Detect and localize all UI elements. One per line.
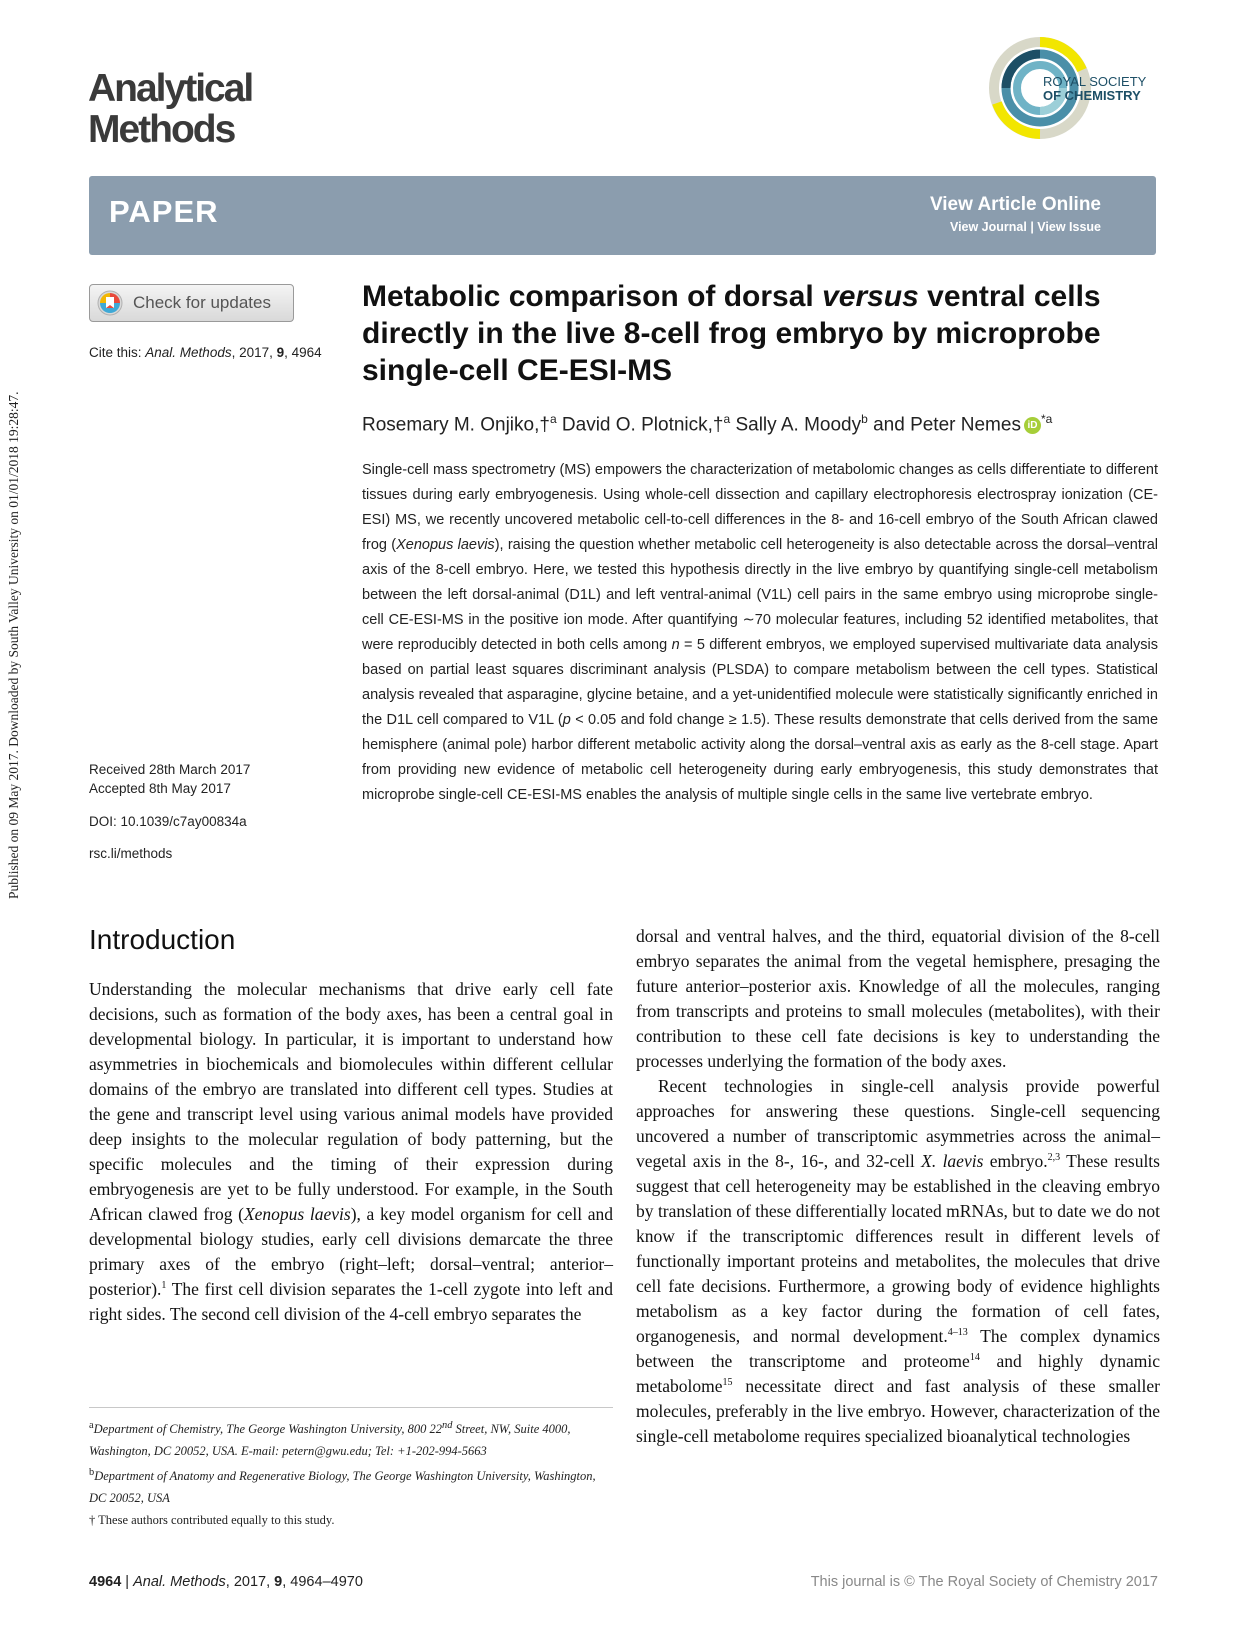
- citation-ref[interactable]: 14: [969, 1352, 980, 1364]
- intro-c2-part-e: and highly dynamic metabolome: [636, 1351, 1160, 1396]
- author-3: Sally A. Moody: [730, 414, 862, 436]
- footer-journal: Anal. Methods: [133, 1574, 226, 1590]
- intro-c1-part-c: The first cell division separates the 1-cell zygote into left and right sides. The second cell division of the 4-cell embryo separates the: [89, 1279, 613, 1324]
- article-title-part2: ventral cells directly in the live 8-cell frog embryo by microprobe single-cell CE-ESI-MS: [362, 280, 1101, 387]
- footnotes: [89, 1415, 613, 1531]
- intro-c1-part-b: ), a key model organism for cell and developmental biology studies, early cell divisions demarcate the three primary axes of the embryo (right–left; dorsal–ventral; anterior–posterior).: [89, 1204, 613, 1299]
- page-footer-citation: [89, 1574, 363, 1590]
- author-2-affil: a: [723, 412, 731, 426]
- journal-title: [88, 68, 252, 150]
- abstract-part1: Single-cell mass spectrometry (MS) empowers the characterization of metabolomic changes as cells differentiate to different tissues during early embryogenesis. Using whole-cell dissection and capillary electrophoresis electrospray ionization (CE-ESI) MS, we recently uncovered metabolic cell-to-cell differences in the 8- and 16-cell embryo of the South African clawed frog (: [362, 462, 1158, 553]
- author-list: [362, 412, 1162, 436]
- intro-paragraph-1: [89, 977, 613, 1327]
- footnote-affiliation-b: [89, 1462, 613, 1509]
- intro-c2-part-a: Recent technologies in single-cell analysis provide powerful approaches for answering these questions. Single-cell sequencing uncovered a number of transcriptomic asymmetries across the animal–vegetal axis in the 8-, 16-, and 32-cell: [636, 1076, 1160, 1171]
- author-1-affil: a: [549, 412, 557, 426]
- page-footer-copyright: This journal is © The Royal Society of Chemistry 2017: [810, 1574, 1158, 1590]
- doi[interactable]: DOI: 10.1039/c7ay00834a: [89, 814, 247, 829]
- view-issue-link[interactable]: View Issue: [1037, 220, 1101, 234]
- view-journal-link[interactable]: View Journal: [949, 220, 1027, 234]
- cite-prefix: Cite this:: [89, 345, 146, 360]
- rsc-logo-line2: OF CHEMISTRY: [1043, 88, 1141, 103]
- footnote-affiliation-a: [89, 1415, 613, 1462]
- abstract: [362, 458, 1158, 808]
- citation-ref[interactable]: 15: [722, 1377, 733, 1389]
- footer-pages: , 4964–4970: [282, 1574, 363, 1590]
- citation: [89, 345, 322, 360]
- footnote-a-text1: Department of Chemistry, The George Washington University, 800 22: [93, 1422, 442, 1437]
- author-2: David O. Plotnick,†: [556, 414, 724, 436]
- citation-ref[interactable]: 2,3: [1047, 1152, 1061, 1164]
- check-for-updates-button[interactable]: [89, 284, 294, 322]
- abstract-part2: ), raising the question whether metabolic cell heterogeneity is also detectable across the dorsal–ventral axis of the 8-cell embryo. Here, we tested this hypothesis directly in the live embryo by quantifying single-cell metabolism between the left dorsal-animal (D1L) and left ventral-animal (V1L) cell pairs in the same embryo using microprobe single-cell CE-ESI-MS in the positive ion mode. After quantifying ∼70 molecular features, including 52 identified metabolites, that were reproducibly detected in both cells among: [362, 537, 1159, 653]
- cite-journal: Anal. Methods: [145, 345, 232, 360]
- footer-separator: |: [121, 1574, 134, 1590]
- intro-c2-part-d: The complex dynamics between the transcriptome and proteome: [636, 1326, 1161, 1371]
- intro-c2-part-b: embryo.: [983, 1151, 1048, 1171]
- abstract-text: [362, 458, 1158, 808]
- orcid-icon[interactable]: iD: [1024, 417, 1041, 434]
- cite-volume: 9: [276, 345, 285, 360]
- check-for-updates-label: Check for updates: [133, 293, 271, 312]
- rsc-logo-line1: ROYAL SOCIETY: [1043, 74, 1147, 89]
- footnote-divider: [89, 1407, 613, 1408]
- intro-c1-species: Xenopus laevis: [243, 1204, 351, 1224]
- abstract-p: p: [562, 712, 571, 728]
- journal-link[interactable]: rsc.li/methods: [89, 846, 173, 861]
- banner-link-separator: |: [1026, 220, 1038, 234]
- footnote-b-text: Department of Anatomy and Regenerative Biology, The George Washington University, Washington, DC 20052, USA: [89, 1469, 596, 1506]
- intro-c2-species: X. laevis: [921, 1151, 984, 1171]
- page-number: 4964: [89, 1574, 122, 1590]
- banner-links: [950, 220, 1101, 234]
- abstract-part4: < 0.05 and fold change ≥ 1.5). These results demonstrate that cells derived from the same hemisphere (animal pole) harbor different metabolic activity along the dorsal–ventral axis as early as the 8-cell stage. Apart from providing new evidence of metabolic cell heterogeneity during early embryogenesis, this study demonstrates that microprobe single-cell CE-ESI-MS enables the analysis of multiple single cells in the same live vertebrate embryo.: [362, 712, 1159, 803]
- abstract-species: Xenopus laevis: [396, 537, 495, 553]
- author-4: and Peter Nemes: [867, 414, 1021, 436]
- footnote-b-mark: b: [89, 1467, 95, 1479]
- intro-c2-part-c: These results suggest that cell heterogeneity may be established in the cleaving embryo by translation of these differentially located mRNAs, but to date we do not know if the transcriptomic differences result in different levels of functionally important proteins and metabolites, the molecules that drive cell fate decisions. Furthermore, a growing body of evidence highlights metabolism as a key factor during the formation of cell fates, organogenesis, and normal development.: [636, 1151, 1160, 1346]
- body-column-right: [636, 924, 1160, 1449]
- intro-paragraph-1-cont: dorsal and ventral halves, and the third, equatorial division of the 8-cell embryo separates the animal from the vegetal hemisphere, presaging the future anterior–posterior axis. Knowledge of all the molecules, ranging from transcripts and proteins to small molecules (metabolites), with their contribution to these cell fate decisions is key to understanding the processes underlying the formation of the body axes.: [636, 926, 1160, 1071]
- section-heading-introduction: Introduction: [89, 924, 236, 955]
- intro-c1-part-a: Understanding the molecular mechanisms that drive early cell fate decisions, such as formation of the body axes, has been a central goal in developmental biology. In particular, it is important to understand how asymmetries in biochemicals and biomolecules within different cellular domains of the embryo are translated into different cell types. Studies at the gene and transcript level using various animal models have provided deep insights to the molecular regulation of body patterning, but the specific molecules and the timing of their expression during embryogenesis are yet to be fully understood. For example, in the South African clawed frog (: [89, 979, 613, 1224]
- download-note: Published on 09 May 2017. Downloaded by South Valley University on 01/01/2018 19:28:47.: [6, 391, 21, 899]
- cite-page: , 4964: [284, 345, 322, 360]
- intro-paragraph-2: [636, 1074, 1160, 1449]
- footnote-a-text2: Street, NW, Suite 4000, Washington, DC 20052, USA. E-mail: petern@gwu.edu; Tel: +1-202-994-5663: [89, 1422, 571, 1459]
- journal-title-line2: Methods: [88, 108, 235, 151]
- crossmark-icon: [97, 290, 123, 316]
- article-title-italic: versus: [822, 280, 919, 313]
- footnote-equal-contribution: † These authors contributed equally to this study.: [89, 1513, 335, 1528]
- cite-year: , 2017,: [231, 345, 277, 360]
- article-banner: [89, 176, 1156, 255]
- rsc-logo: [985, 33, 1160, 143]
- intro-c2-part-f: necessitate direct and fast analysis of these smaller molecules, preferably in the live embryo. However, characterization of the single-cell metabolome requires specialized bioanalytical technologies: [636, 1376, 1160, 1446]
- abstract-n: n: [671, 637, 680, 653]
- author-4-affil: *a: [1040, 412, 1053, 426]
- journal-title-line1: Analytical: [88, 67, 253, 110]
- footnote-a-mark: a: [89, 1420, 94, 1431]
- author-1: Rosemary M. Onjiko,†: [362, 414, 550, 436]
- received-date: Received 28th March 2017: [89, 762, 251, 777]
- citation-ref[interactable]: 4–13: [947, 1327, 968, 1339]
- citation-ref[interactable]: 1: [161, 1280, 167, 1292]
- article-title: [362, 278, 1162, 389]
- accepted-date: Accepted 8th May 2017: [89, 781, 231, 796]
- article-title-part1: Metabolic comparison of dorsal: [362, 280, 823, 313]
- article-type: PAPER: [109, 194, 219, 229]
- footnote-a-sup: nd: [441, 1420, 453, 1431]
- view-article-online-link[interactable]: View Article Online: [929, 194, 1101, 215]
- abstract-part3: = 5 different embryos, we employed supervised multivariate data analysis based on partial least squares discriminant analysis (PLSDA) to compare metabolism between the cell types. Statistical analysis revealed that asparagine, glycine betaine, and a yet-unidentified molecule were statistically significantly enriched in the D1L cell compared to V1L (: [362, 637, 1158, 728]
- author-3-affil: b: [861, 412, 868, 426]
- footer-year: , 2017,: [225, 1574, 275, 1590]
- footer-volume: 9: [274, 1574, 283, 1590]
- body-column-left: [89, 977, 613, 1327]
